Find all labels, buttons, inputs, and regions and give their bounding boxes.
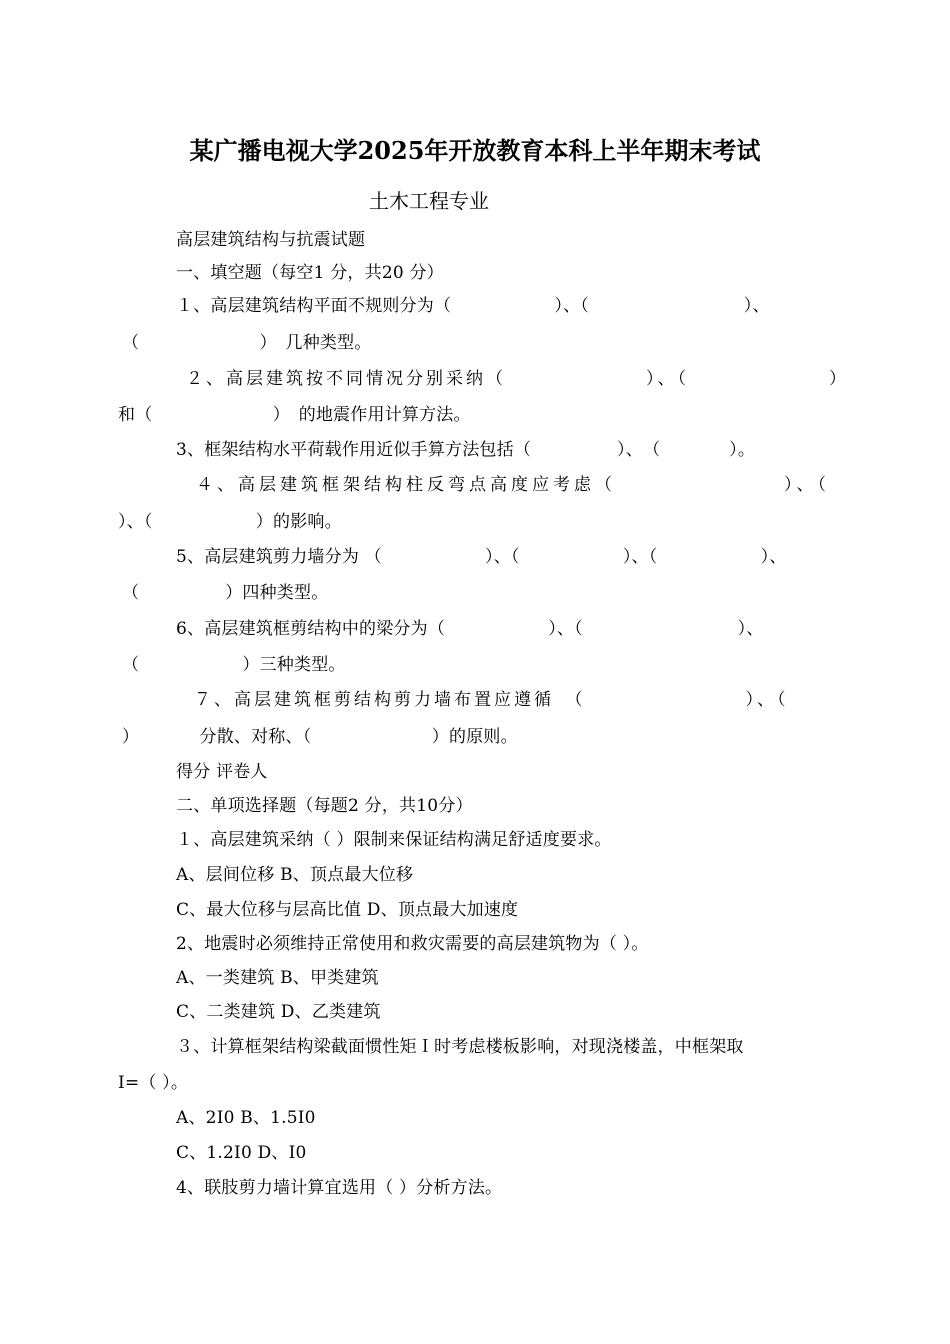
- fill-question-7-line1: ７、高层建筑框剪结构剪力墙布置应遵循 （ ）、（: [194, 690, 789, 710]
- choice-question-1: １、高层建筑采纳（ ）限制来保证结构满足舒适度要求。: [176, 830, 612, 850]
- choice-question-1-options-ab: A、层间位移 B、顶点最大位移: [176, 865, 414, 885]
- fill-question-4-line1: ４、高层建筑框架结构柱反弯点高度应考虑（ ）、（: [196, 475, 830, 495]
- choice-question-2: 2、地震时必须维持正常使用和救灾需要的高层建筑物为（ ）。: [176, 934, 649, 954]
- section2-heading: 二、单项选择题（每题2 分，共10分）: [176, 796, 473, 816]
- fill-question-5-line2: （ ）四种类型。: [122, 583, 329, 603]
- fill-question-2-line2: 和（ ） 的地震作用计算方法。: [118, 405, 471, 425]
- fill-question-1-line1: １、高层建筑结构平面不规则分为（ ）、（ ）、: [176, 296, 770, 316]
- fill-question-7-line2: ） 分散、对称、（ ）的原则。: [122, 727, 518, 747]
- choice-question-3-line2: I=（ ）。: [118, 1073, 189, 1093]
- exam-title: 某广播电视大学2025年开放教育本科上半年期末考试: [189, 136, 761, 165]
- choice-question-2-options-cd: C、二类建筑 D、乙类建筑: [176, 1002, 381, 1022]
- choice-question-3-line1: ３、计算框架结构梁截面惯性矩Ｉ时考虑楼板影响，对现浇楼盖，中框架取: [176, 1037, 744, 1057]
- fill-question-1-line2: （ ） 几种类型。: [122, 333, 372, 353]
- choice-question-3-options-ab: A、2I0 B、1.5I0: [176, 1108, 316, 1128]
- fill-question-2-line1: ２、高层建筑按不同情况分别采纳（ ）、（ ）: [186, 369, 849, 389]
- section1-heading: 一、填空题（每空1 分，共20 分）: [176, 263, 444, 283]
- choice-question-4: 4、联肢剪力墙计算宜选用（ ）分析方法。: [176, 1178, 503, 1198]
- choice-question-2-options-ab: A、一类建筑 B、甲类建筑: [176, 968, 379, 988]
- major-subtitle: 土木工程专业: [369, 189, 489, 213]
- scorer-label: 得分 评卷人: [176, 762, 268, 782]
- fill-question-6-line2: （ ）三种类型。: [122, 655, 346, 675]
- choice-question-3-options-cd: C、1.2I0 D、I0: [176, 1143, 307, 1163]
- choice-question-1-options-cd: C、最大位移与层高比值 D、顶点最大加速度: [176, 900, 519, 920]
- fill-question-3: 3、框架结构水平荷载作用近似手算方法包括（ ）、 （ ）。: [176, 440, 756, 460]
- course-name: 高层建筑结构与抗震试题: [176, 230, 366, 250]
- fill-question-6-line1: 6、高层建筑框剪结构中的梁分为（ ）、（ ）、: [176, 619, 764, 639]
- fill-question-4-line2: ）、（ ）的影响。: [118, 512, 342, 532]
- fill-question-5-line1: 5、高层建筑剪力墙分为 （ ）、（ ）、（ ）、: [176, 547, 787, 567]
